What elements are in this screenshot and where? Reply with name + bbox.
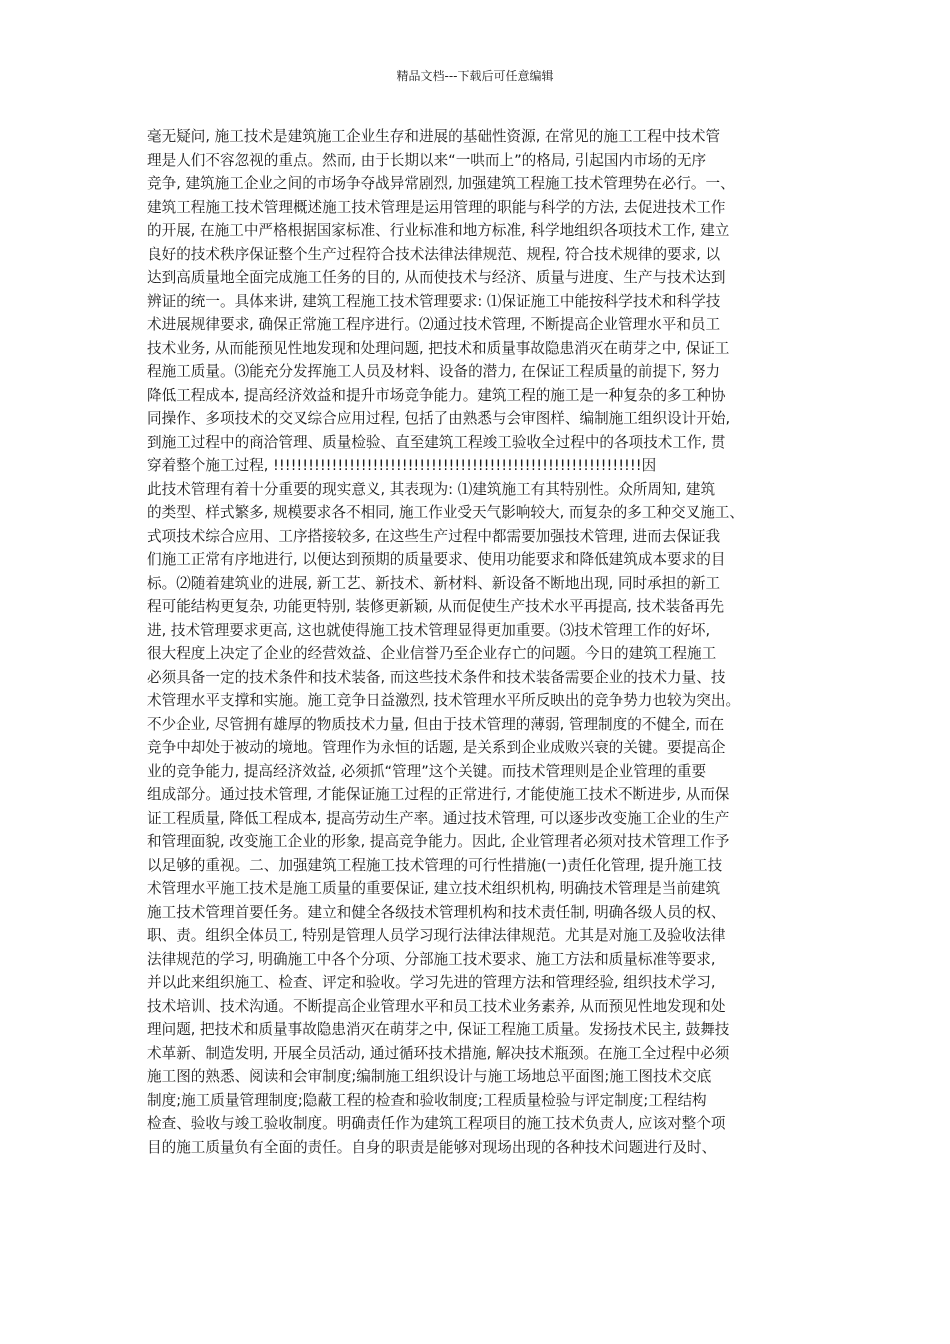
- text-line: 术进展规律要求, 确保正常施工程序进行。⑵通过技术管理, 不断提高企业管理水平和员工: [147, 316, 721, 333]
- text-line: 毫无疑问, 施工技术是建筑施工企业生存和进展的基础性资源, 在常见的施工工程中技术管: [147, 128, 721, 145]
- text-line: 施工技术管理首要任务。建立和健全各级技术管理机构和技术责任制, 明确各级人员的权、: [147, 903, 726, 921]
- text-line: 术革新、制造发明, 开展全员活动, 通过循环技术措施, 解决技术瓶颈。在施工全过程中必须: [147, 1044, 730, 1062]
- text-line: 的类型、样式繁多, 规模要求各不相同, 施工作业受天气影响较大, 而复杂的多工种交叉施工、: [147, 504, 744, 521]
- text-line: 穿着整个施工过程, !!!!!!!!!!!!!!!!!!!!!!!!!!!!!!!!!!!!!!!!!!!!!!!!!!!!!!!!!!!!!!!因: [147, 457, 657, 474]
- text-line: 不少企业, 尽管拥有雄厚的物质技术力量, 但由于技术管理的薄弱, 管理制度的不健全, 而在: [147, 715, 725, 733]
- text-line: 目的施工质量负有全面的责任。自身的职责是能够对现场出现的各种技术问题进行及时、: [147, 1138, 717, 1156]
- text-line: 到施工过程中的商洽管理、质量检验、直至建筑工程竣工验收全过程中的各项技术工作, 贯: [147, 433, 726, 451]
- text-line: 技术培训、技术沟通。不断提高企业管理水平和员工技术业务素养, 从而预见性地发现和处: [147, 997, 726, 1015]
- text-line: 们施工正常有序地进行, 以便达到预期的质量要求、使用功能要求和降低建筑成本要求的目: [147, 551, 726, 568]
- text-line: 技术业务, 从而能预见性地发现和处理问题, 把技术和质量事故隐患消灭在萌芽之中, 保证工: [147, 339, 730, 357]
- page-header: 精品文档---下载后可任意编辑: [396, 69, 554, 83]
- text-line: 降低工程成本, 提高经济效益和提升市场竞争能力。建筑工程的施工是一种复杂的多工种协: [147, 386, 726, 404]
- text-line: 理是人们不容忽视的重点。然而, 由于长期以来“一哄而上”的格局, 引起国内市场的无序: [147, 151, 707, 169]
- text-line: 达到高质量地全面完成施工任务的目的, 从而使技术与经济、质量与进度、生产与技术达到: [147, 269, 726, 286]
- text-line: 竞争, 建筑施工企业之间的市场争夺战异常剧烈, 加强建筑工程施工技术管理势在必行。一、: [147, 175, 735, 192]
- text-line: 理问题, 把技术和质量事故隐患消灭在萌芽之中, 保证工程施工质量。发扬技术民主, 鼓舞技: [147, 1021, 730, 1038]
- text-line: 建筑工程施工技术管理概述施工技术管理是运用管理的职能与科学的方法, 去促进技术工作: [147, 198, 726, 216]
- text-line: 此技术管理有着十分重要的现实意义, 其表现为: ⑴建筑施工有其特别性。众所周知, 建筑: [147, 480, 716, 498]
- text-line: 施工图的熟悉、阅读和会审制度;编制施工组织设计与施工场地总平面图;施工图技术交底: [147, 1068, 712, 1085]
- text-line: 检查、验收与竣工验收制度。明确责任作为建筑工程项目的施工技术负责人, 应该对整个项: [147, 1115, 726, 1132]
- text-line: 程施工质量。⑶能充分发挥施工人员及材料、设备的潜力, 在保证工程质量的前提下, 努力: [147, 363, 721, 380]
- text-line: 制度;施工质量管理制度;隐蔽工程的检查和验收制度;工程质量检验与评定制度;工程结构: [147, 1091, 707, 1109]
- document-body: [147, 125, 807, 1159]
- text-line: 术管理水平施工技术是施工质量的重要保证, 建立技术组织机构, 明确技术管理是当前建筑: [147, 880, 721, 897]
- text-line: 的开展, 在施工中严格根据国家标准、行业标准和地方标准, 科学地组织各项技术工作, 建立: [147, 222, 730, 239]
- text-line: 同操作、多项技术的交叉综合应用过程, 包括了由熟悉与会审图样、编制施工组织设计开始,: [147, 410, 731, 427]
- text-line: 业的竞争能力, 提高经济效益, 必须抓“管理”这个关键。而技术管理则是企业管理的重要: [147, 762, 707, 780]
- text-line: 式项技术综合应用、工序搭接较多, 在这些生产过程中都需要加强技术管理, 进而去保证我: [147, 527, 721, 545]
- text-line: 以足够的重视。二、加强建筑工程施工技术管理的可行性措施(一)责任化管理, 提升施工技: [147, 856, 723, 874]
- text-line: 很大程度上决定了企业的经营效益、企业信誉乃至企业存亡的问题。今日的建筑工程施工: [147, 645, 717, 662]
- text-line: 辨证的统一。具体来讲, 建筑工程施工技术管理要求: ⑴保证施工中能按科学技术和科学技: [147, 292, 721, 310]
- text-line: 并以此来组织施工、检查、评定和验收。学习先进的管理方法和管理经验, 组织技术学习,: [147, 974, 716, 991]
- text-line: 职、责。组织全体员工, 特别是管理人员学习现行法律法律规范。尤其是对施工及验收法律: [147, 927, 726, 944]
- text-line: 法律规范的学习, 明确施工中各个分项、分部施工技术要求、施工方法和质量标准等要求,: [147, 950, 716, 968]
- text-line: 术管理水平支撑和实施。施工竞争日益激烈, 技术管理水平所反映出的竞争势力也较为突出。: [147, 692, 741, 709]
- text-line: 进, 技术管理要求更高, 这也就使得施工技术管理显得更加重要。⑶技术管理工作的好坏,: [147, 621, 711, 639]
- text-line: 标。⑵随着建筑业的进展, 新工艺、新技术、新材料、新设备不断地出现, 同时承担的新工: [147, 574, 721, 592]
- text-line: 程可能结构更复杂, 功能更特别, 装修更新颖, 从而促使生产技术水平再提高, 技术装备再先: [147, 598, 725, 615]
- text-line: 竞争中却处于被动的境地。管理作为永恒的话题, 是关系到企业成败兴衰的关键。要提高企: [147, 739, 726, 756]
- text-line: 组成部分。通过技术管理, 才能保证施工过程的正常进行, 才能使施工技术不断进步, 从而保: [147, 786, 730, 803]
- text-line: 必须具备一定的技术条件和技术装备, 而这些技术条件和技术装备需要企业的技术力量、技: [147, 668, 726, 686]
- text-line: 证工程质量, 降低工程成本, 提高劳动生产率。通过技术管理, 可以逐步改变施工企业的生产: [147, 809, 730, 827]
- text-line: 和管理面貌, 改变施工企业的形象, 提高竞争能力。因此, 企业管理者必须对技术管理工作予: [147, 833, 730, 850]
- text-line: 良好的技术秩序保证整个生产过程符合技术法律法律规范、规程, 符合技术规律的要求, 以: [147, 245, 721, 263]
